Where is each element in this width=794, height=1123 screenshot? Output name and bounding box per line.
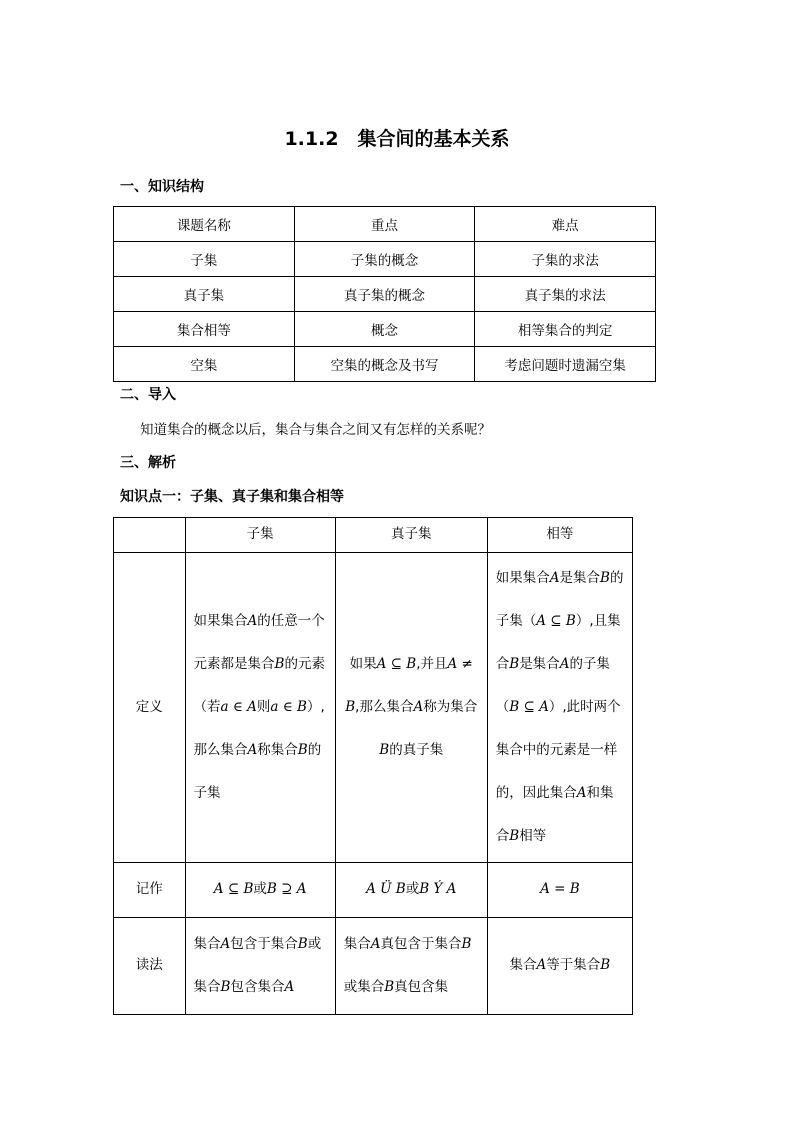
section-heading-structure: 一、知识结构 — [120, 179, 204, 195]
equal-definition-cell — [487, 553, 632, 863]
table-header-cell: 课题名称 — [114, 207, 295, 242]
table-cell: 集合相等 — [114, 312, 295, 347]
proper-subset-reading-text: 集合A真包含于集合B或集合B真包含集 — [343, 936, 472, 995]
table-row — [114, 918, 633, 1015]
equal-definition-text: 如果集合A是集合B的子集（A ⊆ B）,且集合B是集合A的子集（B ⊆ A）,此时两个集合中的元素是一样的，因此集合A和集合B相等 — [495, 570, 624, 844]
table-cell: 子集的求法 — [475, 242, 656, 277]
table-header-cell: 真子集 — [335, 518, 487, 553]
table-cell: 空集的概念及书写 — [294, 347, 475, 382]
table-header-row — [114, 518, 633, 553]
table-row — [114, 553, 633, 863]
proper-subset-notation-cell: A Ü B或B Ý A — [335, 863, 487, 918]
intro-paragraph: 知道集合的概念以后，集合与集合之间又有怎样的关系呢？ — [140, 422, 491, 438]
knowledge-point-heading: 知识点一：子集、真子集和集合相等 — [120, 489, 344, 505]
table-header-cell — [114, 518, 186, 553]
table-header-row — [114, 207, 656, 242]
subset-notation-cell: A ⊆ B或B ⊇ A — [185, 863, 335, 918]
subset-reading-cell — [185, 918, 335, 1015]
table-cell: 子集 — [114, 242, 295, 277]
page-title: 1.1.2 集合间的基本关系 — [284, 128, 510, 150]
table-row — [114, 312, 656, 347]
subset-definition-cell — [185, 553, 335, 863]
proper-subset-reading-cell — [335, 918, 487, 1015]
section-heading-analysis: 三、解析 — [120, 455, 176, 471]
table-row — [114, 863, 633, 918]
row-label-notation: 记作 — [114, 863, 186, 918]
table-header-cell: 难点 — [475, 207, 656, 242]
table-cell: 真子集的求法 — [475, 277, 656, 312]
table-row — [114, 277, 656, 312]
table-cell: 子集的概念 — [294, 242, 475, 277]
row-label-reading: 读法 — [114, 918, 186, 1015]
table-cell: 真子集 — [114, 277, 295, 312]
table-cell: 概念 — [294, 312, 475, 347]
table-cell: 空集 — [114, 347, 295, 382]
section-heading-intro: 二、导入 — [120, 387, 176, 403]
set-relations-table — [113, 517, 633, 1015]
table-cell: 考虑问题时遗漏空集 — [475, 347, 656, 382]
row-label-definition: 定义 — [114, 553, 186, 863]
equal-reading-cell: 集合A等于集合B — [487, 918, 632, 1015]
table-header-cell: 重点 — [294, 207, 475, 242]
table-cell: 相等集合的判定 — [475, 312, 656, 347]
knowledge-structure-table — [113, 206, 656, 382]
table-cell: 真子集的概念 — [294, 277, 475, 312]
subset-definition-text: 如果集合A的任意一个元素都是集合B的元素（若a ∈ A则a ∈ B）,那么集合A称集合B的子集 — [193, 613, 325, 801]
table-header-cell: 相等 — [487, 518, 632, 553]
proper-subset-definition-cell — [335, 553, 487, 863]
table-row — [114, 242, 656, 277]
subset-reading-text: 集合A包含于集合B或集合B包含集合A — [193, 936, 322, 995]
equal-notation-cell: A = B — [487, 863, 632, 918]
table-row — [114, 347, 656, 382]
proper-subset-definition-text: 如果A ⊆ B,并且A ≠ B,那么集合A称为集合B的真子集 — [345, 656, 478, 758]
table-header-cell: 子集 — [185, 518, 335, 553]
